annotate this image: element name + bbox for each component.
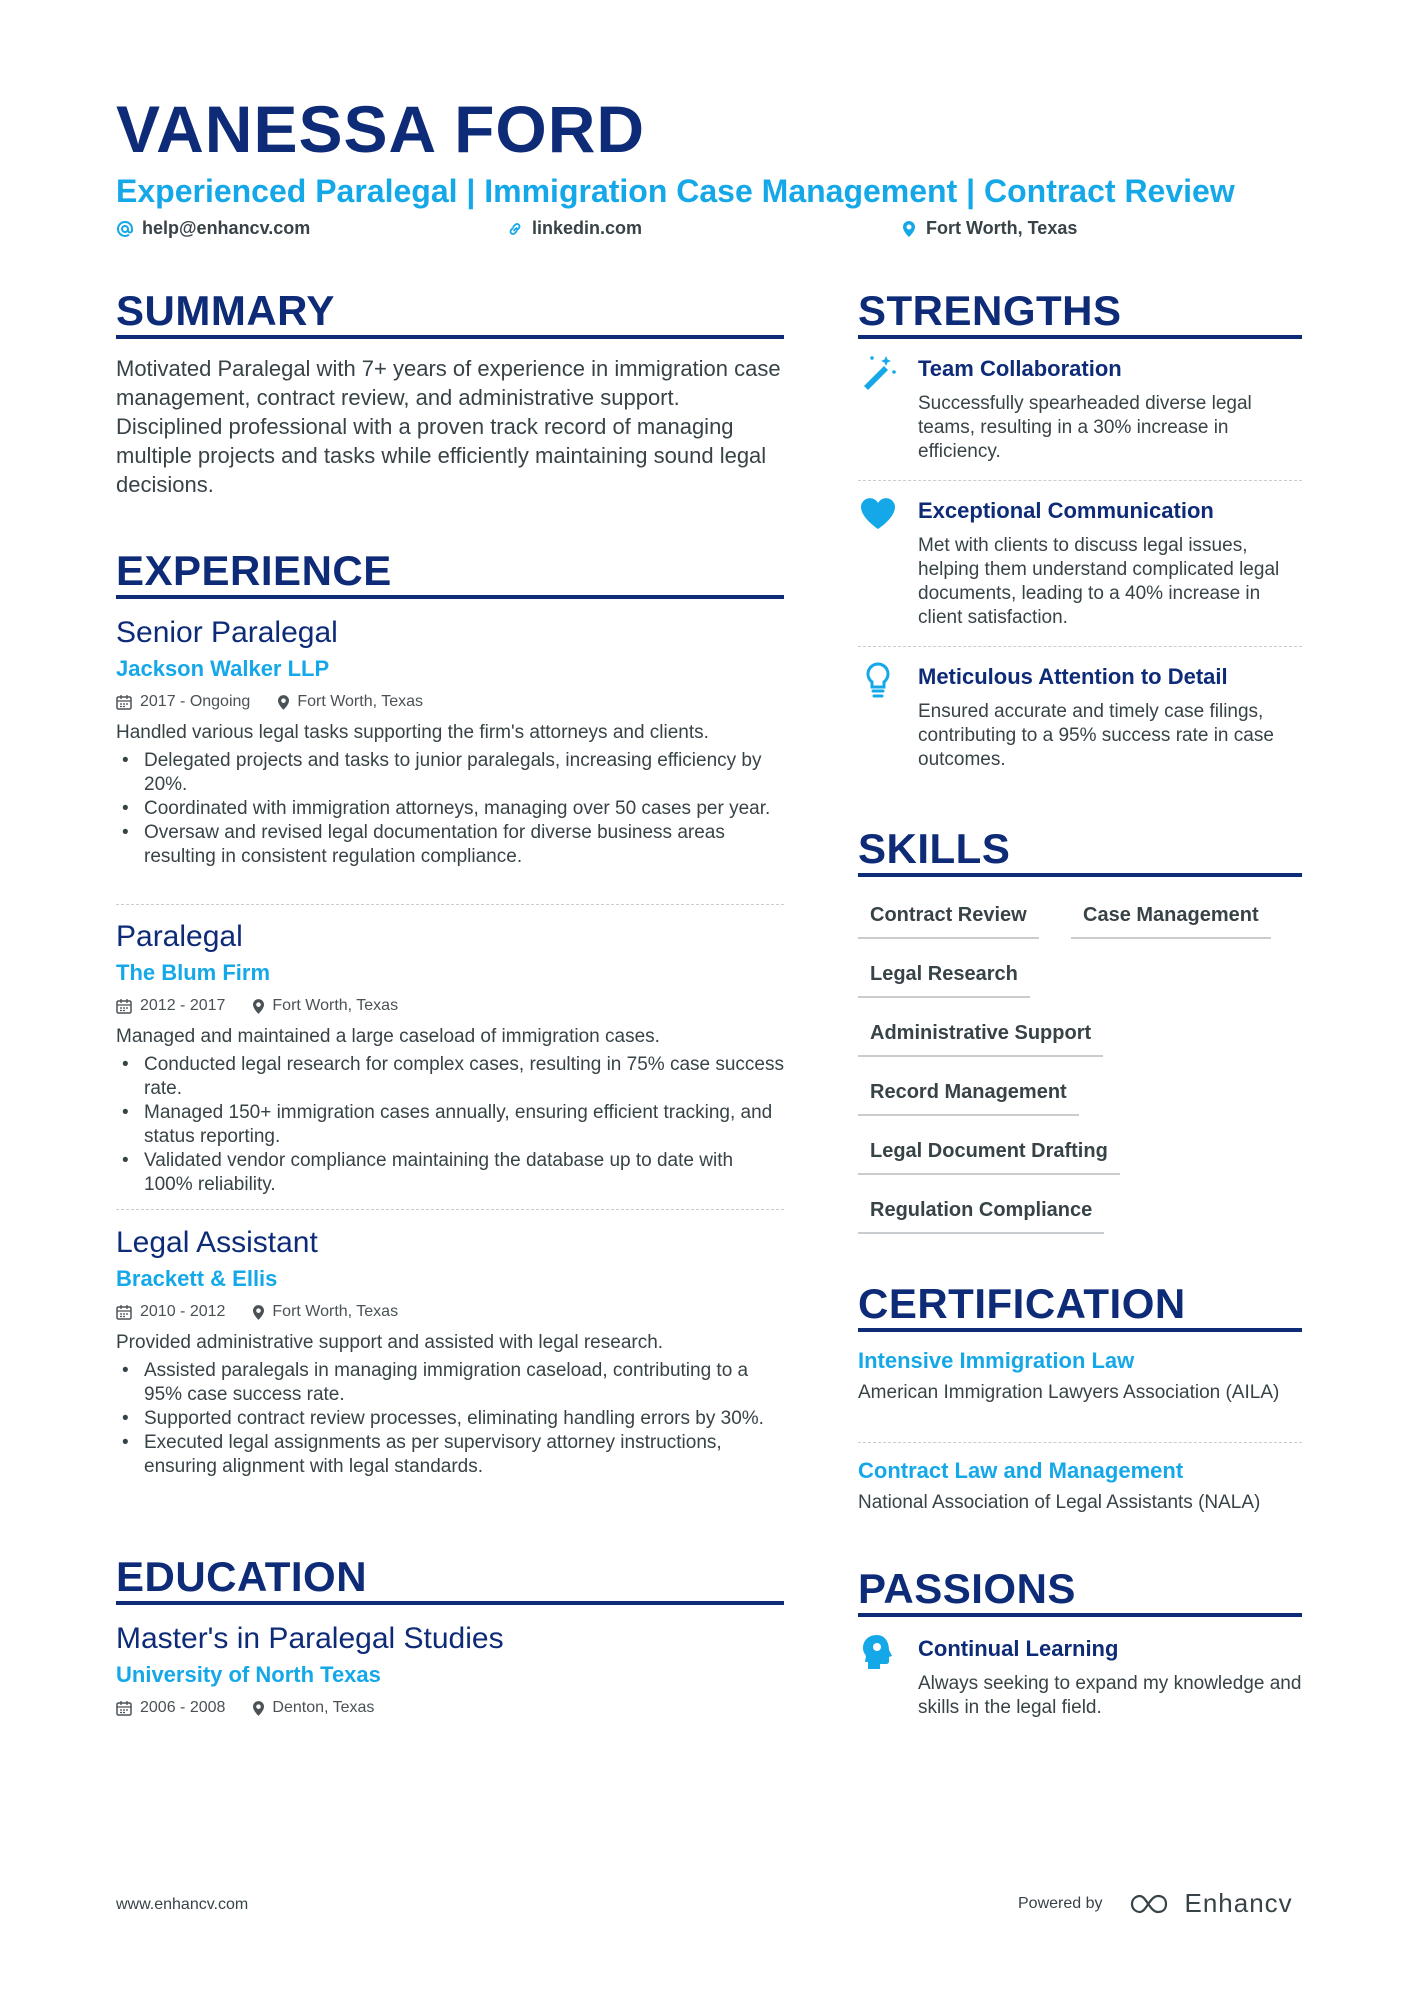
job-bullet: • Executed legal assignments as per supervisory attorney instructions, ensuring alignment with legal standards. [116, 1431, 784, 1479]
skill-tag: Legal Research [858, 962, 1030, 998]
strength-description: Ensured accurate and timely case filings, contributing to a 95% success rate in case outcomes. [918, 701, 1274, 770]
job-bullets [116, 1053, 784, 1197]
experience-rule [116, 595, 784, 599]
brand-logo [1129, 1888, 1293, 1919]
magic-wand-icon [858, 352, 898, 392]
strength-description: Successfully spearheaded diverse legal teams, resulting in a 30% increase in efficiency. [918, 393, 1252, 462]
job-bullets [116, 1359, 784, 1479]
location-pin-icon [253, 999, 264, 1014]
summary-rule [116, 335, 784, 339]
job-bullet: • Validated vendor compliance maintaining the database up to date with 100% reliability. [116, 1149, 784, 1197]
calendar-icon [116, 1700, 132, 1716]
contact-linkedin-text: linkedin.com [532, 218, 643, 238]
job-dates [116, 997, 225, 1015]
job-company: Brackett & Ellis [116, 1266, 278, 1291]
passion-title: Continual Learning [918, 1636, 1119, 1661]
contact-email[interactable] [116, 218, 310, 239]
summary-text: Motivated Paralegal with 7+ years of experience in immigration case management, contract review, and administrative support. Disciplined professional with a proven track record of managing multiple projects and tasks while efficiently maintaining sound legal decisions. [116, 356, 781, 497]
strength-divider [858, 480, 1302, 481]
job-dates-text: 2017 - Ongoing [140, 693, 251, 711]
education-meta [116, 1699, 784, 1717]
powered-by-label: Powered by [1018, 1894, 1103, 1912]
passions-heading: PASSIONS [858, 1565, 1076, 1612]
strength-description: Met with clients to discuss legal issues, helping them understand complicated legal documents, leading to a 40% increase in client satisfaction. [918, 535, 1280, 628]
education-dates [116, 1699, 225, 1717]
certification-heading: CERTIFICATION [858, 1280, 1186, 1327]
skill-tag: Contract Review [858, 903, 1039, 939]
job-dates [116, 1303, 225, 1321]
at-icon [116, 220, 134, 238]
candidate-name: VANESSA FORD [116, 92, 646, 166]
enhancv-logo-icon [1129, 1892, 1175, 1916]
heart-icon [858, 494, 898, 534]
job-dates [116, 693, 250, 711]
job-location [253, 997, 398, 1015]
education-entry [116, 1622, 784, 1717]
job-dates-text: 2012 - 2017 [140, 997, 226, 1015]
job-dates-text: 2010 - 2012 [140, 1303, 226, 1321]
job-title: Senior Paralegal [116, 616, 338, 649]
experience-heading: EXPERIENCE [116, 547, 392, 594]
job-title: Paralegal [116, 920, 243, 953]
certification-name: Contract Law and Management [858, 1458, 1184, 1483]
experience-entry [116, 1226, 784, 1479]
calendar-icon [116, 998, 132, 1014]
strength-title: Team Collaboration [918, 356, 1122, 381]
head-icon [858, 1632, 898, 1672]
calendar-icon [116, 694, 132, 710]
passion-item [858, 1632, 1302, 1722]
certification-name: Intensive Immigration Law [858, 1348, 1135, 1373]
skills-rule [858, 873, 1302, 877]
job-bullet: • Coordinated with immigration attorneys, managing over 50 cases per year. [116, 797, 784, 821]
passions-rule [858, 1613, 1302, 1617]
job-bullet: • Assisted paralegals in managing immigration caseload, contributing to a 95% case success rate. [116, 1359, 784, 1407]
skill-tag: Case Management [1071, 903, 1271, 939]
job-location-text: Fort Worth, Texas [272, 1303, 399, 1321]
job-location-text: Fort Worth, Texas [272, 997, 399, 1015]
certification-org: National Association of Legal Assistants (NALA) [858, 1492, 1261, 1513]
strengths-heading: STRENGTHS [858, 287, 1122, 334]
job-bullet: • Managed 150+ immigration cases annually, ensuring efficient tracking, and status reporting. [116, 1101, 784, 1149]
location-pin-icon [253, 1305, 264, 1320]
job-title: Legal Assistant [116, 1226, 318, 1259]
location-pin-icon [900, 220, 918, 238]
passion-description: Always seeking to expand my knowledge and skills in the legal field. [918, 1673, 1302, 1718]
job-bullet: • Conducted legal research for complex cases, resulting in 75% case success rate. [116, 1053, 784, 1101]
experience-divider [116, 1209, 784, 1210]
job-description: Managed and maintained a large caseload of immigration cases. [116, 1026, 660, 1048]
job-bullet: • Delegated projects and tasks to junior paralegals, increasing efficiency by 20%. [116, 749, 784, 797]
certification-org: American Immigration Lawyers Association (AILA) [858, 1382, 1280, 1403]
strength-item [858, 352, 1302, 472]
job-bullet: • Oversaw and revised legal documentation for diverse business areas resulting in consistent regulation compliance. [116, 821, 784, 869]
strengths-rule [858, 335, 1302, 339]
calendar-icon [116, 1304, 132, 1320]
brand-name: Enhancv [1184, 1888, 1293, 1918]
contact-location [900, 218, 1077, 239]
contact-email-text: help@enhancv.com [142, 218, 311, 238]
location-pin-icon [253, 1701, 264, 1716]
certification-rule [858, 1328, 1302, 1332]
job-company: The Blum Firm [116, 960, 271, 985]
strength-divider [858, 646, 1302, 647]
location-pin-icon [278, 695, 289, 710]
footer-powered-by[interactable] [1018, 1888, 1293, 1919]
summary-heading: SUMMARY [116, 287, 335, 334]
job-meta [116, 693, 784, 711]
lightbulb-icon [858, 660, 898, 700]
education-rule [116, 1601, 784, 1605]
job-meta [116, 1303, 784, 1321]
job-bullet: • Supported contract review processes, eliminating handling errors by 30%. [116, 1407, 784, 1431]
strength-title: Meticulous Attention to Detail [918, 664, 1228, 689]
job-description: Provided administrative support and assisted with legal research. [116, 1332, 664, 1354]
experience-entry [116, 616, 784, 869]
education-location [253, 1699, 374, 1717]
degree-title: Master's in Paralegal Studies [116, 1622, 504, 1655]
education-dates-text: 2006 - 2008 [140, 1699, 226, 1717]
experience-divider [116, 904, 784, 905]
skill-tag: Record Management [858, 1080, 1079, 1116]
job-location [253, 1303, 398, 1321]
skills-heading: SKILLS [858, 825, 1011, 872]
job-meta [116, 997, 784, 1015]
strength-title: Exceptional Communication [918, 498, 1214, 523]
skill-tag: Legal Document Drafting [858, 1139, 1120, 1175]
skill-tag: Regulation Compliance [858, 1198, 1104, 1234]
strength-item [858, 660, 1302, 780]
experience-entry [116, 920, 784, 1197]
school-name: University of North Texas [116, 1662, 381, 1687]
footer-website[interactable]: www.enhancv.com [116, 1896, 249, 1913]
education-location-text: Denton, Texas [272, 1699, 375, 1717]
job-bullets [116, 749, 784, 869]
job-company: Jackson Walker LLP [116, 656, 330, 681]
candidate-headline: Experienced Paralegal | Immigration Case Management | Contract Review [116, 173, 1235, 209]
education-heading: EDUCATION [116, 1553, 368, 1600]
strength-item [858, 494, 1302, 644]
job-description: Handled various legal tasks supporting the firm's attorneys and clients. [116, 722, 709, 744]
contact-linkedin[interactable] [506, 218, 642, 239]
job-location [278, 693, 423, 711]
link-icon [506, 220, 524, 238]
certification-divider [858, 1442, 1302, 1443]
contact-location-text: Fort Worth, Texas [926, 218, 1078, 238]
skill-tag: Administrative Support [858, 1021, 1103, 1057]
job-location-text: Fort Worth, Texas [297, 693, 423, 711]
